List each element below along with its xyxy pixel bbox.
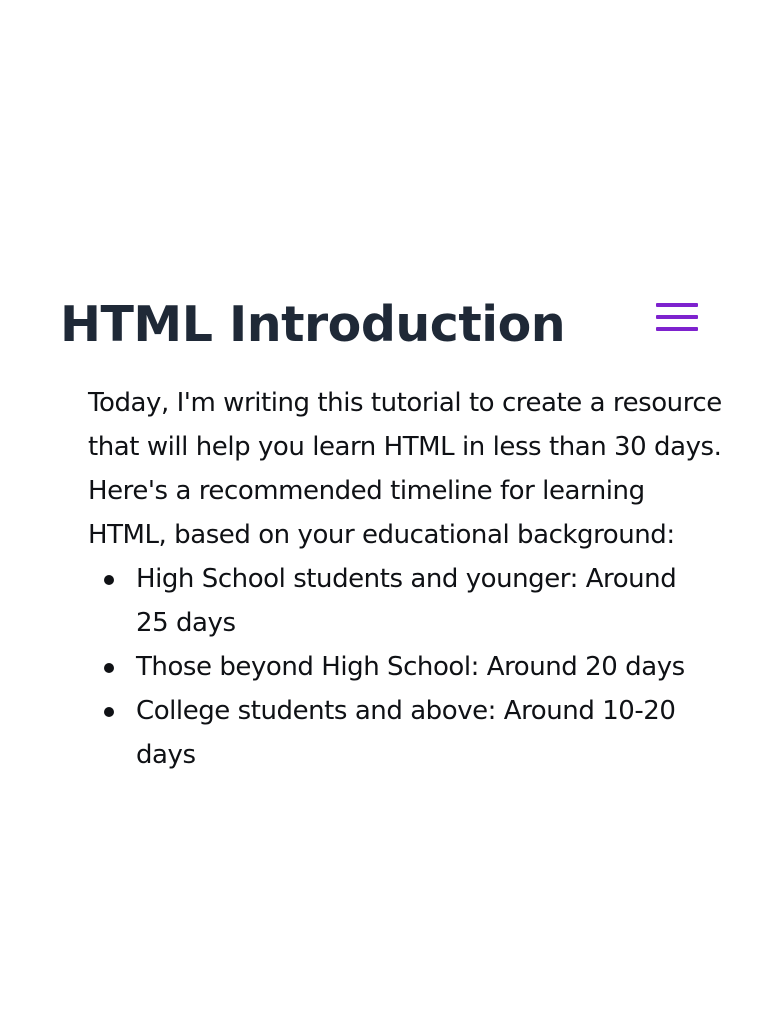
hamburger-menu-icon bbox=[656, 301, 698, 333]
timeline-list bbox=[88, 557, 728, 777]
list-item-text: High School students and younger: Around 25 days bbox=[136, 564, 677, 638]
header bbox=[60, 292, 710, 362]
list-item bbox=[88, 557, 696, 645]
page-title: HTML Introduction bbox=[60, 296, 566, 353]
bullet-dot bbox=[104, 707, 114, 717]
list-item-text: Those beyond High School: Around 20 days bbox=[136, 652, 685, 682]
menu-button[interactable] bbox=[654, 298, 700, 336]
intro-paragraph: Today, I'm writing this tutorial to create a resource that will help you learn HTML in less than 30 days. Here's a recommended timeline for learning HTML, based on your educational background: bbox=[88, 388, 722, 550]
list-item bbox=[88, 645, 696, 689]
bullet-dot bbox=[104, 575, 114, 585]
article-content bbox=[88, 381, 728, 777]
list-item bbox=[88, 689, 696, 777]
bullet-dot bbox=[104, 663, 114, 673]
list-item-text: College students and above: Around 10-20 days bbox=[136, 696, 676, 770]
